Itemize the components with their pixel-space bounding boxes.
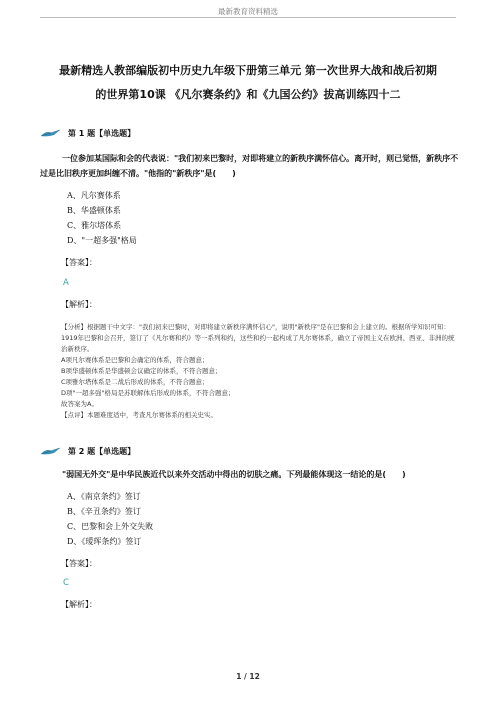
question-2-option-d: D、《瑷珲条约》签订 — [67, 537, 142, 546]
header-divider — [40, 17, 456, 18]
analysis-paragraph: C项雅尔塔体系是二战后形成的体系，不符合题意； — [61, 378, 209, 386]
question-2-answer: C — [63, 578, 69, 588]
page-header: 最新教育资料精选 — [218, 7, 278, 16]
question-1-analysis-label: 【解析】： — [61, 300, 97, 309]
question-1-option-b: B、华盛顿体系 — [67, 206, 121, 215]
question-1-answer-label: 【答案】： — [61, 258, 97, 267]
document-title-line-1: 最新精选人教部编版初中历史九年级下册第三单元 第一次世界大战和战后初期 — [59, 64, 437, 77]
analysis-paragraph: D项"一超多强"格局是苏联解体后形成的体系，不符合题意； — [61, 389, 235, 397]
analysis-paragraph: 【点评】本题难度适中，考查凡尔赛体系的相关史实。 — [61, 411, 217, 419]
analysis-paragraph: B项华盛顿体系是华盛顿会议确定的体系，不符合题意； — [61, 367, 222, 375]
analysis-paragraph: A项凡尔赛体系是巴黎和会确定的体系，符合题意； — [61, 356, 209, 364]
analysis-paragraph: 故答案为A。 — [61, 400, 98, 408]
question-2-heading: 第 2 题【单选题】 — [68, 446, 136, 456]
analysis-paragraph: 【分析】根据题干中文字："我们初来巴黎时，对即将建立新秩序满怀信心"，说明"新秩序"是在巴黎和会上建立的。根据所学知识可知：1919年巴黎和会召开，签订了《凡尔赛和约》等一系列和约，这些和约一起构成了凡尔赛体系，确立了帝国主义在欧洲、西亚、非洲的统治新秩序。 — [61, 323, 455, 353]
question-1-stem: 一位参加某国际和会的代表说："我们初来巴黎时，对即将建立的新秩序满怀信心。离开时，则已觉悟，新秩序不过是比旧秩序更加纠缠不清。"他指的"新秩序"是( ) — [40, 154, 459, 178]
question-2-option-a: A、《南京条约》签订 — [67, 492, 141, 501]
question-2-header — [40, 444, 135, 458]
question-1-analysis — [61, 322, 461, 421]
question-1-answer: A — [63, 278, 69, 288]
document-title-line-2: 的世界第10课 《凡尔赛条约》和《九国公约》拔高训练四十二 — [95, 88, 401, 101]
question-1-header — [40, 126, 135, 140]
question-2-option-c: C、巴黎和会上外交失败 — [67, 522, 154, 531]
question-2-analysis-label: 【解析】： — [61, 600, 97, 609]
question-2-stem: "弱国无外交"是中华民族近代以来外交活动中得出的切肤之痛。下列最能体现这一结论的是( ) — [62, 470, 406, 479]
page-number: 1 / 12 — [236, 672, 260, 681]
question-2-option-b: B、《辛丑条约》签订 — [67, 507, 141, 516]
question-1-option-a: A、凡尔赛体系 — [67, 191, 121, 200]
question-1-option-d: D、"一超多强"格局 — [67, 236, 137, 245]
question-1-option-c: C、雅尔塔体系 — [67, 221, 122, 230]
pen-icon — [40, 128, 62, 138]
question-2-answer-label: 【答案】： — [61, 559, 97, 568]
pen-icon — [40, 446, 62, 456]
question-1-heading: 第 1 题【单选题】 — [68, 128, 136, 138]
